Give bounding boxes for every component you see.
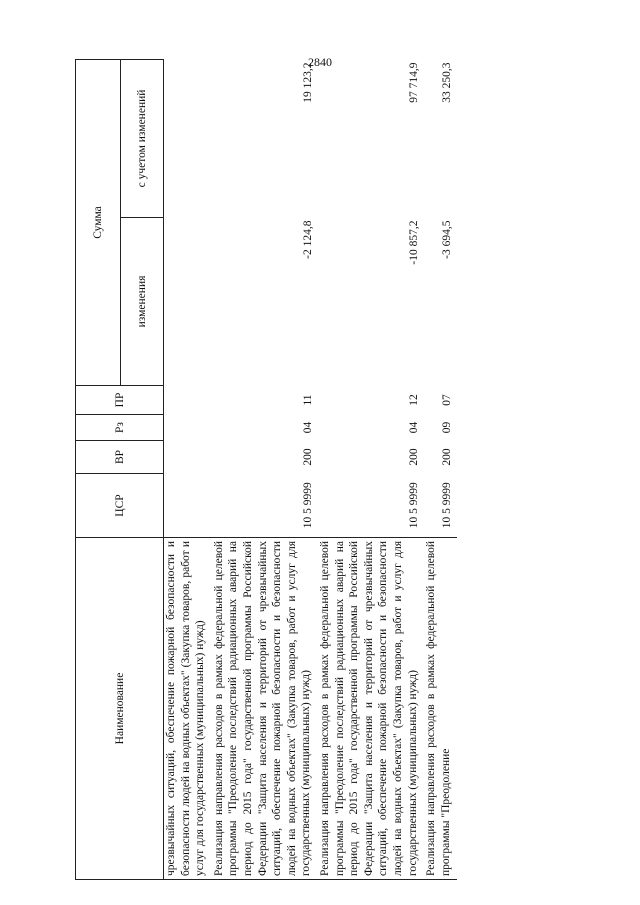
- row-pr: 12: [408, 394, 421, 406]
- table-row: [164, 59, 212, 879]
- row-name: Реализация направления расходов в рамках федеральной целевой программы "Преодоление последствий радиационных аварий на период до 2015 года" государственной программы Российской Федерации "Защита населения и территорий от чрезвычайных ситуаций, обеспечение пожарной безопасности и безопасности людей на водных объектах" (Закупка товаров, работ и услуг для государственных (муниципальных) нужд): [318, 538, 424, 880]
- header-sum: Сумма: [76, 59, 121, 385]
- row-with-change: 19 123,2: [301, 62, 314, 103]
- table-row: [212, 59, 318, 879]
- row-csr: 10 5 9999: [212, 474, 318, 538]
- row-name: Реализация направления расходов в рамках федеральной целевой программы "Преодоление: [424, 538, 457, 880]
- row-pr: 07: [441, 394, 454, 406]
- header-pr: ПР: [76, 386, 164, 415]
- row-vr: [164, 441, 212, 474]
- row-rz: 09: [441, 421, 454, 434]
- row-pr: 11: [301, 394, 314, 406]
- row-with-change: [164, 59, 212, 217]
- header-vr: ВР: [76, 441, 164, 474]
- row-vr: 200: [301, 448, 314, 466]
- row-csr: 10 5 9999: [424, 474, 457, 538]
- budget-table: [75, 59, 457, 880]
- row-change: [164, 218, 212, 386]
- header-with-change: с учетом изменений: [121, 59, 164, 217]
- table-row: [424, 59, 457, 879]
- header-change: изменения: [121, 218, 164, 386]
- row-csr: 10 5 9999: [318, 474, 424, 538]
- row-rz: [164, 415, 212, 441]
- rotated-page-content: [75, 60, 565, 880]
- row-change: -2 124,8: [301, 220, 314, 259]
- row-with-change: 33 250,3: [441, 62, 454, 103]
- row-vr: 200: [408, 448, 421, 466]
- header-csr: ЦСР: [76, 474, 164, 538]
- header-name: Наименование: [76, 538, 164, 880]
- row-rz: 04: [408, 421, 421, 434]
- row-name: Реализация направления расходов в рамках федеральной целевой программы "Преодоление последствий радиационных аварий на период до 2015 года" государственной программы Российской Федерации "Защита населения и территорий от чрезвычайных ситуаций, обеспечение пожарной безопасности и безопасности людей на водных объектах" (Закупка товаров, работ и услуг для государственных (муниципальных) нужд): [212, 538, 318, 880]
- page-number: 2840: [308, 55, 332, 69]
- row-name: чрезвычайных ситуаций, обеспечение пожарной безопасности и безопасности людей на водных объектах" (Закупка товаров, работ и услуг для государственных (муниципальных) нужд): [164, 538, 212, 880]
- row-change: -10 857,2: [408, 220, 421, 265]
- row-rz: 04: [301, 421, 314, 434]
- row-pr: [164, 386, 212, 415]
- row-with-change: 97 714,9: [408, 62, 421, 103]
- table-row: [318, 59, 424, 879]
- header-rz: Рз: [76, 415, 164, 441]
- row-csr: [164, 474, 212, 538]
- row-change: -3 694,5: [441, 220, 454, 259]
- row-vr: 200: [441, 448, 454, 466]
